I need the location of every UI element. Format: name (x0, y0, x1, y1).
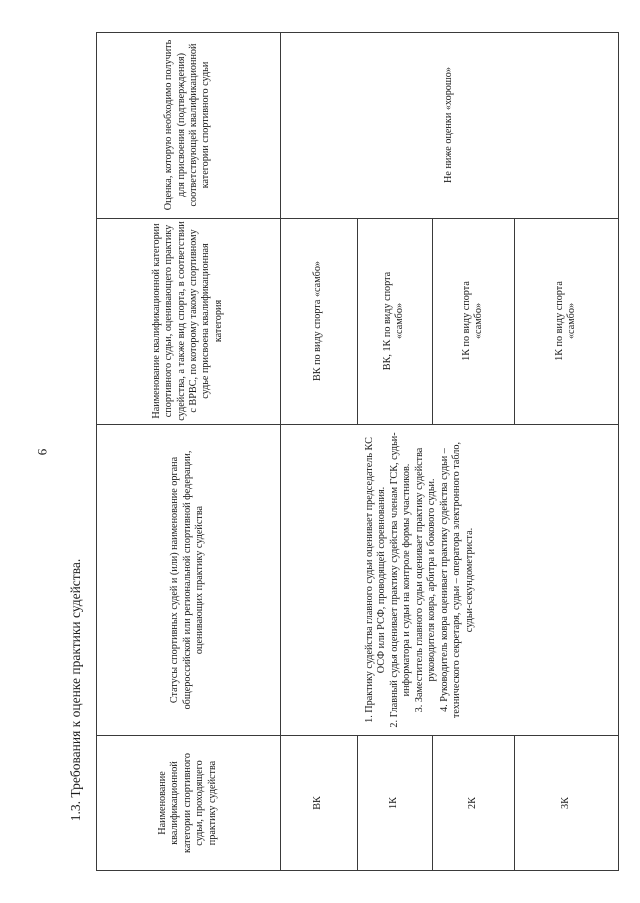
evaluator-1k (359, 221, 429, 421)
category-1k: 1К (387, 797, 399, 809)
category-2k: 2К (466, 797, 478, 809)
evaluator-1k-text: ВК, 1К по виду спорта «самбо» (381, 271, 405, 371)
header-statuses: Статусы спортивных судей и (или) наименование органа общероссийской или региональной спортивной федерации, оценивающих практику судейства (169, 450, 206, 710)
header-evaluator-category: Наименование квалификационной категории спортивного судьи, оценивающего практику судейства, а также вид спорта, в соответствии с ВРВС, по которому такому спортивному судье присвоена квалификационная категория (150, 221, 224, 421)
evaluator-3k: 1К по виду спорта «самбо» (553, 281, 577, 361)
page-number: 9 (35, 448, 50, 456)
statuses-list (285, 429, 555, 731)
evaluator-vk: ВК по виду спорта «самбо» (311, 260, 323, 382)
status-item-3: 3. Заместитель главного судьи оценивает практику судейства руководителя ковра, арбитра и бокового судьи. (413, 447, 438, 713)
header-category: Наименование квалификационной категории спортивного судьи, проходящего практику судейства (156, 753, 218, 853)
section-title: 1.3. Требования к оценке практики судейства. (68, 558, 83, 822)
category-3k: 3К (559, 797, 571, 809)
status-item-1: 1. Практику судейства главного судьи оценивает председатель КС ОСФ или РСФ, проводящей соревнования. (364, 437, 388, 723)
required-grade: Не ниже оценки «хорошо» (442, 67, 454, 183)
status-item-4: 4. Руководитель ковра оценивает практику судейства судьи – технического секретаря, судьи – оператора электронного табло, судьи-секундометриста. (438, 441, 475, 719)
header-required-grade: Оценка, которую необходимо получить для присвоения (подтверждения) соответствующей квалификационной категории спортивного судьи (163, 39, 212, 211)
category-vk: ВК (311, 796, 323, 810)
evaluator-2k: 1К по виду спорта «самбо» (460, 281, 484, 361)
status-item-2: 2. Главный судья оценивает практику судейства членам ГСК, судьи-информатора и судьи на контроле формы участников. (388, 432, 413, 728)
